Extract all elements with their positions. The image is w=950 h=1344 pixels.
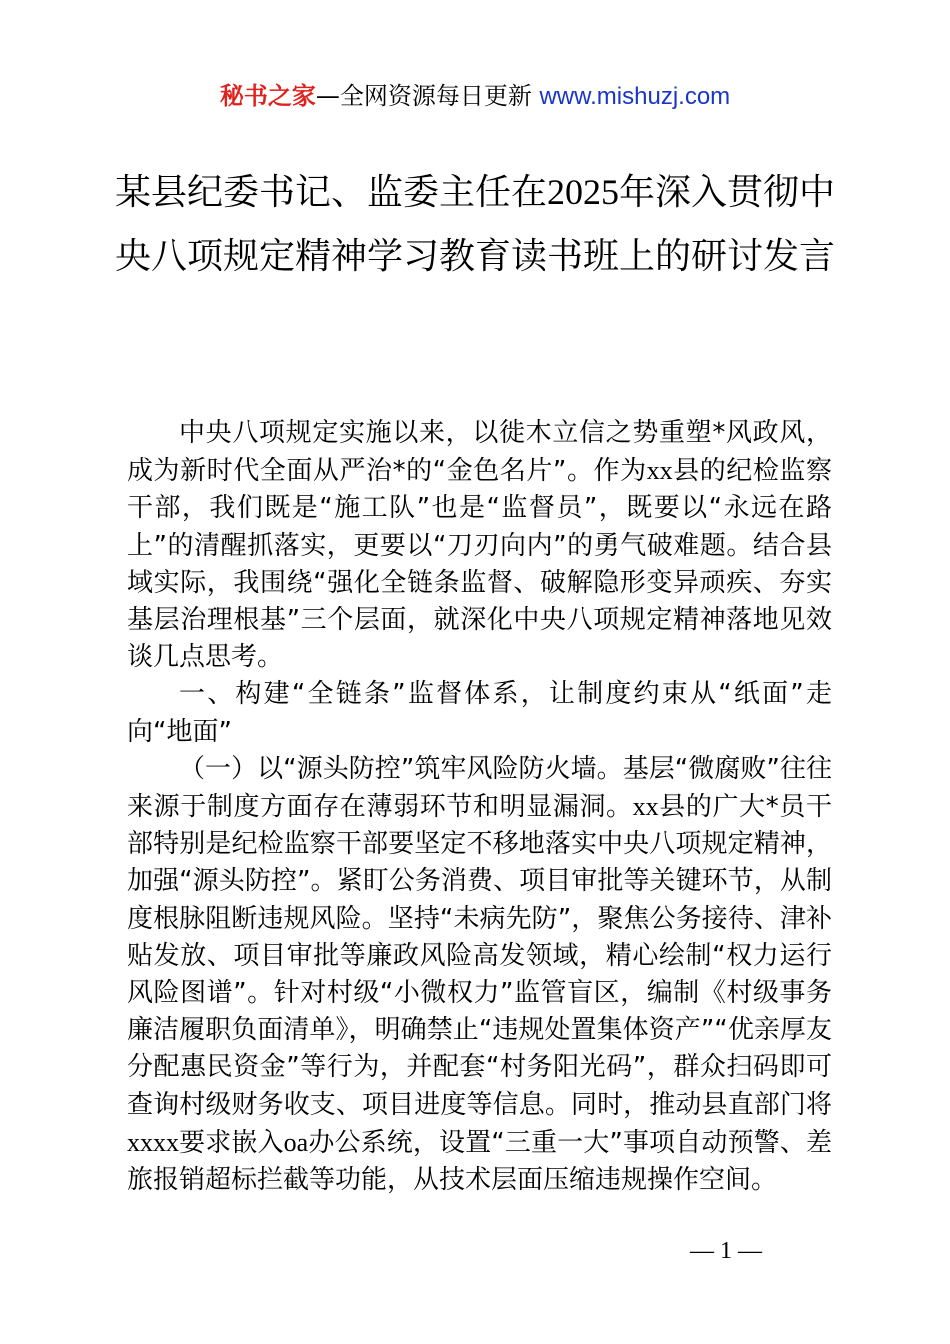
title-part-2: 年深入贯彻中央八项规定精神学习教育读书班上的研讨发言 [114, 172, 836, 277]
document-title [100, 160, 850, 289]
site-header [0, 80, 950, 113]
paragraph-intro [127, 415, 832, 676]
document-body [127, 415, 832, 1199]
paragraph-subsection-1 [127, 751, 832, 1199]
section-heading-1: 一、构建“全链条”监督体系，让制度约束从“纸面”走向“地面” [127, 679, 832, 747]
paragraph-text: 要求嵌入 [179, 1127, 284, 1158]
paragraph-text: （一）以“源头防控”筑牢风险防火墙。基层“微腐败”往往来源于制度方面存在薄弱环节和明显漏洞。 [127, 753, 832, 823]
paragraph-text: 县的广大*员干部特别是纪检监察干部要坚定不移地落实中央八项规定精神，加强“源头防控”。紧盯公务消费、项目审批等关键环节，从制度根脉阻断违规风险。坚持“未病先防”，聚焦公务接待、津补贴发放、项目审批等廉政风险高发领域，精心绘制“权力运行风险图谱”。针对村级“小微权力”监管盲区，编制《村级事务廉洁履职负面清单》，明确禁止“违规处置集体资产”“优亲厚友分配惠民资金”等行为，并配套“村务阳光码”，群众扫码即可查询村级财务收支、项目进度等信息。同时，推动县直部门将 [127, 792, 832, 1120]
paragraph-text: xx [632, 792, 659, 822]
paragraph-text: oa [283, 1127, 309, 1157]
paragraph-text: 办公系统，设置“三重一大”事项自动预警、差旅报销超标拦截等功能，从技术层面压缩违规操作空间。 [127, 1127, 832, 1196]
header-slogan: —全网资源每日更新 [315, 82, 540, 110]
paragraph-text: 县的纪检监察干部，我们既是“施工队”也是“监督员”，既要以“永远在路上”的清醒抓落实，更要以“刀刃向内”的勇气破难题。结合县域实际，我围绕“强化全链条监督、破解隐形变异顽疾、夯实基层治理根基”三个层面，就深化中央八项规定精神落地见效谈几点思考。 [127, 456, 832, 673]
page-number: — 1 — [690, 1238, 762, 1264]
paragraph-text: xxxx [127, 1127, 179, 1157]
title-year: 2025 [547, 172, 619, 212]
paragraph-text: xx [646, 456, 673, 486]
title-part-1: 某县纪委书记、监委主任在 [114, 172, 547, 213]
brand-name: 秘书之家 [219, 82, 316, 110]
site-url: www.mishuzj.com [539, 83, 731, 110]
paragraph-text: 中央八项规定实施以来，以徙木立信之势重塑*风政风，成为新时代全面从严治*的“金色名片”。作为 [127, 418, 832, 487]
